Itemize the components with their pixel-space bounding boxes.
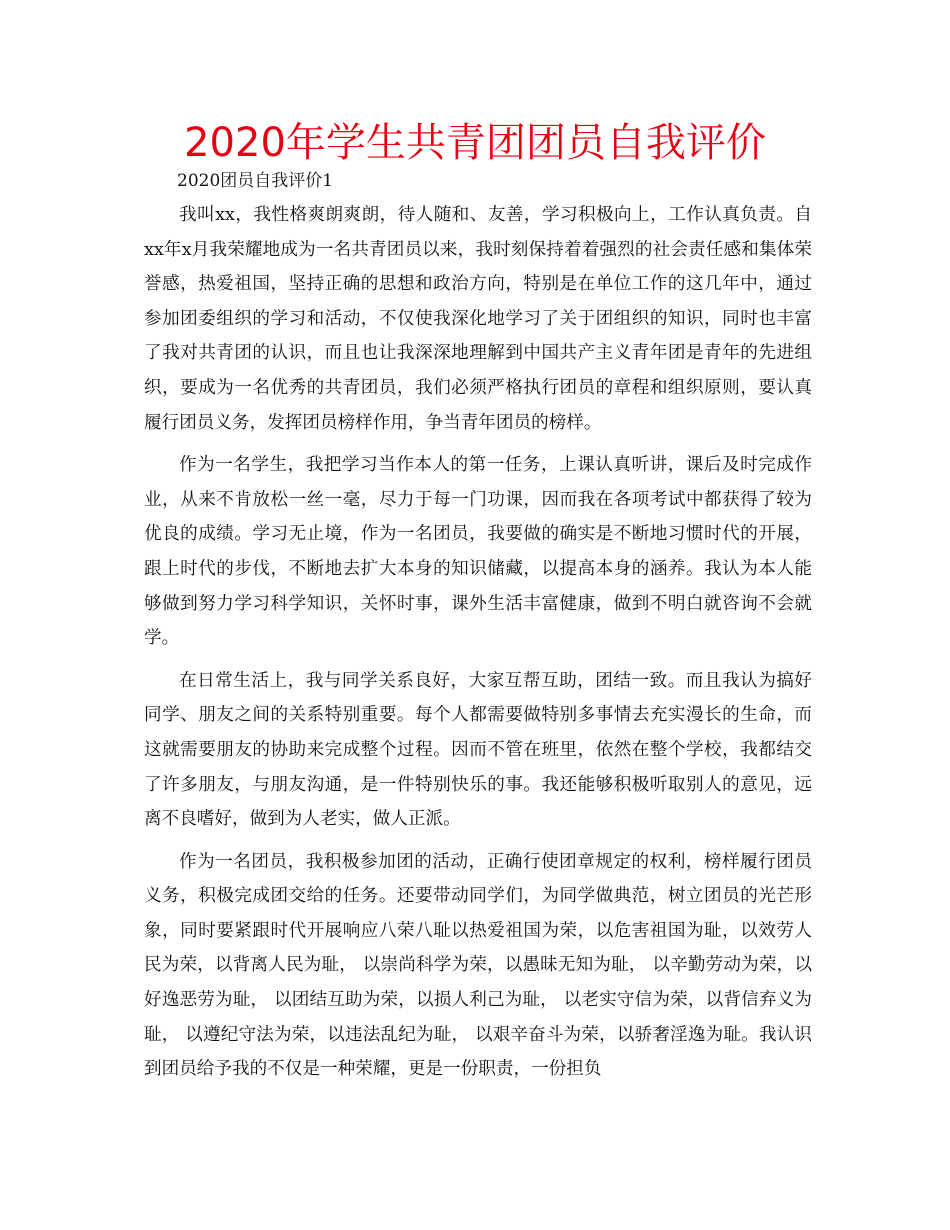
- document-title: 2020年学生共青团团员自我评价: [184, 120, 766, 166]
- paragraph-1: 我叫xx，我性格爽朗爽朗，待人随和、友善，学习积极向上，工作认真负责。自xx年x月我荣耀地成为一名共青团员以来，我时刻保持着着强烈的社会责任感和集体荣誉感，热爱祖国，坚持正确的思想和政治方向，特别是在单位工作的这几年中，通过参加团委组织的学习和活动，不仅使我深化地学习了关于团组织的知识，同时也丰富了我对共青团的认识，而且也让我深深地理解到中国共产主义青年团是青年的先进组织，要成为一名优秀的共青团员，我们必须严格执行团员的章程和组织原则，要认真履行团员义务，发挥团员榜样作用，争当青年团员的榜样。: [144, 205, 812, 433]
- paragraph-3: 在日常生活上，我与同学关系良好，大家互帮互助，团结一致。而且我认为搞好同学、朋友之间的关系特别重要。每个人都需要做特别多事情去充实漫长的生命，而这就需要朋友的协助来完成整个过程。因而不管在班里，依然在整个学校，我都结交了许多朋友，与朋友沟通，是一件特别快乐的事。我还能够积极听取别人的意见，远离不良嗜好，做到为人老实，做人正派。: [144, 670, 812, 830]
- document-subtitle: 2020团员自我评价1: [177, 171, 334, 191]
- paragraph-4: 作为一名团员，我积极参加团的活动，正确行使团章规定的权利，榜样履行团员义务，积极完成团交给的任务。还要带动同学们，为同学做典范，树立团员的光芒形象，同时要紧跟时代开展响应八荣八耻以热爱祖国为荣，以危害祖国为耻，以效劳人民为荣，以背离人民为耻， 以崇尚科学为荣，以愚昧无知为耻， 以辛勤劳动为荣，以好逸恶劳为耻， 以团结互助为荣，以损人利己为耻， 以老实守信为荣，以背信弃义为耻， 以遵纪守法为荣，以违法乱纪为耻， 以艰辛奋斗为荣，以骄奢淫逸为耻。我认识到团员给予我的不仅是一种荣耀，更是一份职责，一份担负: [144, 851, 812, 1080]
- document-body: [144, 166, 812, 1087]
- paragraph-2: 作为一名学生，我把学习当作本人的第一任务，上课认真听讲，课后及时完成作业，从来不肯放松一丝一毫，尽力于每一门功课，因而我在各项考试中都获得了较为优良的成绩。学习无止境，作为一名团员，我要做的确实是不断地习惯时代的开展，跟上时代的步伐，不断地去扩大本身的知识储藏，以提高本身的涵养。我认为本人能够做到努力学习科学知识，关怀时事，课外生活丰富健康，做到不明白就咨询不会就学。: [144, 455, 812, 649]
